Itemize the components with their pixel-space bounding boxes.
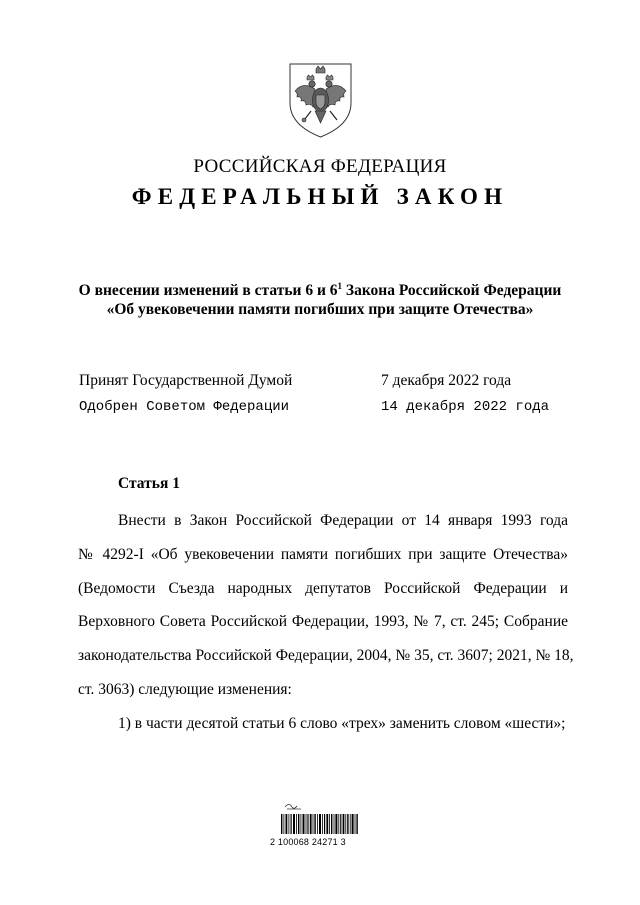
adopted-by-duma-label: Принят Государственной Думой: [79, 372, 293, 389]
article-text-line: ст. 3063) следующие изменения:: [78, 681, 292, 698]
article-text-line: Верховного Совета Российской Федерации, 1993, № 7, ст. 245; Собрание: [78, 613, 568, 630]
law-title-line-1-end: Закона Российской Федерации: [342, 282, 562, 299]
adopted-by-duma-date: 7 декабря 2022 года: [381, 372, 512, 389]
coat-of-arms-icon: [289, 63, 352, 138]
law-title-superscript: 1: [337, 281, 343, 291]
approved-by-council-label: Одобрен Советом Федерации: [79, 399, 290, 415]
law-title: [0, 281, 640, 319]
article-text-line: Внести в Закон Российской Федерации от 14 января 1993 года: [118, 512, 568, 529]
law-title-line-1: [0, 281, 640, 300]
approved-by-council-date: 14 декабря 2022 года: [381, 399, 550, 415]
article-text-line: законодательства Российской Федерации, 2004, № 35, ст. 3607; 2021, № 18,: [78, 647, 574, 664]
article-heading: Статья 1: [118, 475, 180, 492]
document-type: ФЕДЕРАЛЬНЫЙ ЗАКОН: [131, 184, 509, 209]
law-title-line-1-start: О внесении изменений в статьи 6 и 6: [78, 282, 338, 299]
law-title-line-2: «Об увековечении памяти погибших при защите Отечества»: [106, 301, 534, 318]
country-name: РОССИЙСКАЯ ФЕДЕРАЦИЯ: [193, 156, 447, 177]
article-text-line: № 4292-I «Об увековечении памяти погибших при защите Отечества»: [78, 546, 568, 563]
article-text-line: (Ведомости Съезда народных депутатов Российской Федерации и: [78, 580, 568, 597]
article-list-item: 1) в части десятой статьи 6 слово «трех» заменить словом «шести»;: [118, 715, 566, 732]
barcode-number: 2 100068 24271 3: [270, 837, 346, 847]
